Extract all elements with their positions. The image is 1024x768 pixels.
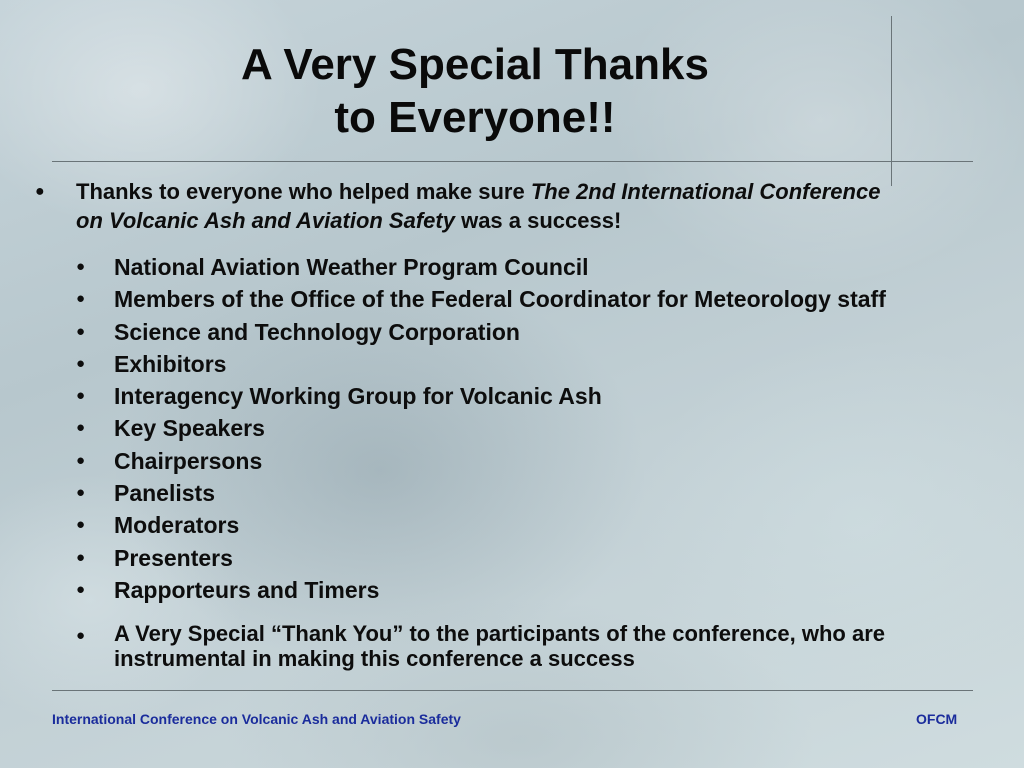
list-item: [75, 348, 886, 380]
intro-before: Thanks to everyone who helped make sure: [76, 179, 531, 204]
list-item-label: Science and Technology Corporation: [114, 318, 520, 345]
list-item-label: National Aviation Weather Program Council: [114, 254, 589, 280]
list-item-label: Exhibitors: [114, 350, 227, 377]
list-item: [75, 509, 886, 541]
footer-org: OFCM: [916, 711, 958, 727]
bullet-icon: ●: [76, 580, 86, 598]
bottom-divider: [52, 690, 973, 691]
closing-text: A Very Special “Thank You” to the participants of the conference, who are instrumental in making this conference a success: [114, 621, 885, 671]
title-line-2: to Everyone!!: [334, 93, 616, 142]
bullet-icon: ●: [76, 354, 86, 372]
closing-bullet-icon: ●: [76, 627, 86, 644]
bullet-icon: ●: [76, 258, 86, 275]
list-item: [75, 412, 886, 444]
list-item: [75, 574, 886, 606]
footer-conference-name: International Conference on Volcanic Ash and Aviation Safety: [52, 711, 461, 727]
bullet-icon: ●: [76, 419, 86, 437]
intro-text: [76, 177, 886, 235]
intro-after: was a success!: [454, 208, 622, 233]
list-item: [75, 445, 886, 477]
list-item: [75, 316, 886, 348]
thanks-list: [75, 251, 886, 606]
list-item-label: Rapporteurs and Timers: [114, 576, 380, 603]
slide-title: [150, 38, 800, 144]
list-item-label: Moderators: [114, 512, 240, 539]
list-item: [75, 542, 886, 574]
list-item-label: Panelists: [114, 480, 215, 507]
list-item-label: Key Speakers: [114, 415, 265, 442]
list-item-label: Interagency Working Group for Volcanic Ash: [114, 383, 602, 410]
list-item-label: Chairpersons: [114, 447, 263, 474]
list-item-label: Members of the Office of the Federal Coordinator for Meteorology staff: [114, 286, 886, 313]
list-item-label: Presenters: [114, 544, 233, 571]
list-item: [75, 380, 886, 412]
conference-name: The 2nd International Conference on Volcanic Ash and Aviation Safety: [76, 179, 881, 233]
title-line-1: A Very Special Thanks: [241, 40, 709, 89]
list-item: [75, 477, 886, 509]
top-divider: [52, 161, 973, 162]
bullet-icon: ●: [76, 484, 86, 502]
bullet-icon: ●: [76, 516, 86, 534]
intro-bullet-icon: ●: [35, 183, 45, 200]
bullet-icon: ●: [76, 451, 86, 469]
list-item: [75, 283, 886, 315]
bullet-icon: ●: [76, 322, 86, 340]
bullet-icon: ●: [76, 290, 86, 308]
bullet-icon: ●: [76, 548, 86, 566]
bullet-icon: ●: [76, 387, 86, 405]
list-item: [75, 251, 886, 283]
